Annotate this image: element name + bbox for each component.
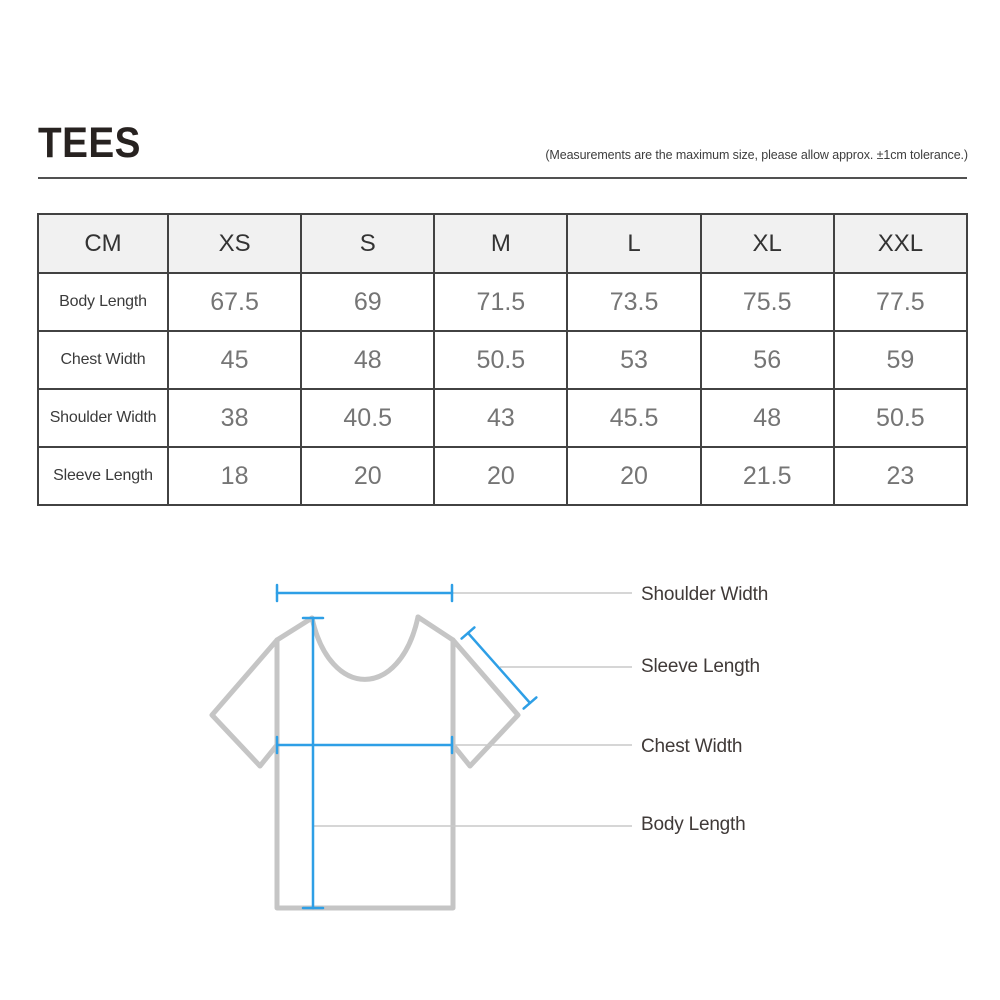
- size-header-xxl: XXL: [834, 214, 967, 273]
- table-header-row: [38, 214, 967, 273]
- tshirt-right-sleeve: [418, 617, 518, 766]
- shoulder-width-measure-line: [277, 585, 452, 601]
- size-header-m: M: [434, 214, 567, 273]
- row-label: Shoulder Width: [38, 389, 168, 447]
- cell-value: 77.5: [834, 273, 967, 331]
- table-row-shoulder-width: [38, 389, 967, 447]
- chest-width-measure-line: [277, 737, 452, 753]
- size-header-l: L: [567, 214, 700, 273]
- cell-value: 45: [168, 331, 301, 389]
- cell-value: 20: [434, 447, 567, 505]
- tshirt-neckline: [312, 617, 418, 679]
- size-header-xl: XL: [701, 214, 834, 273]
- cell-value: 69: [301, 273, 434, 331]
- cell-value: 18: [168, 447, 301, 505]
- diagram-label-shoulder-width: Shoulder Width: [641, 584, 769, 605]
- cell-value: 59: [834, 331, 967, 389]
- table-row-chest-width: [38, 331, 967, 389]
- row-label: Sleeve Length: [38, 447, 168, 505]
- cell-value: 40.5: [301, 389, 434, 447]
- diagram-label-sleeve-length: Sleeve Length: [641, 656, 760, 677]
- diagram-label-chest-width: Chest Width: [641, 736, 743, 757]
- cell-value: 73.5: [567, 273, 700, 331]
- cell-value: 50.5: [834, 389, 967, 447]
- title-divider: [38, 177, 967, 179]
- cell-value: 75.5: [701, 273, 834, 331]
- diagram-label-body-length: Body Length: [641, 814, 746, 835]
- tshirt-outline: [212, 617, 518, 908]
- cell-value: 53: [567, 331, 700, 389]
- cell-value: 23: [834, 447, 967, 505]
- cell-value: 21.5: [701, 447, 834, 505]
- unit-header-cell: CM: [38, 214, 168, 273]
- body-length-measure-line: [303, 618, 323, 908]
- row-label: Chest Width: [38, 331, 168, 389]
- tolerance-note: (Measurements are the maximum size, please allow approx. ±1cm tolerance.): [545, 148, 968, 162]
- size-header-xs: XS: [168, 214, 301, 273]
- cell-value: 71.5: [434, 273, 567, 331]
- cell-value: 50.5: [434, 331, 567, 389]
- page-title: TEES: [38, 119, 141, 167]
- size-header-s: S: [301, 214, 434, 273]
- row-label: Body Length: [38, 273, 168, 331]
- cell-value: 67.5: [168, 273, 301, 331]
- size-chart-table: [37, 213, 968, 506]
- table-row-body-length: [38, 273, 967, 331]
- cell-value: 43: [434, 389, 567, 447]
- cell-value: 20: [301, 447, 434, 505]
- tshirt-measurement-diagram: [0, 540, 1000, 970]
- cell-value: 20: [567, 447, 700, 505]
- cell-value: 56: [701, 331, 834, 389]
- cell-value: 48: [701, 389, 834, 447]
- cell-value: 38: [168, 389, 301, 447]
- table-row-sleeve-length: [38, 447, 967, 505]
- cell-value: 48: [301, 331, 434, 389]
- cell-value: 45.5: [567, 389, 700, 447]
